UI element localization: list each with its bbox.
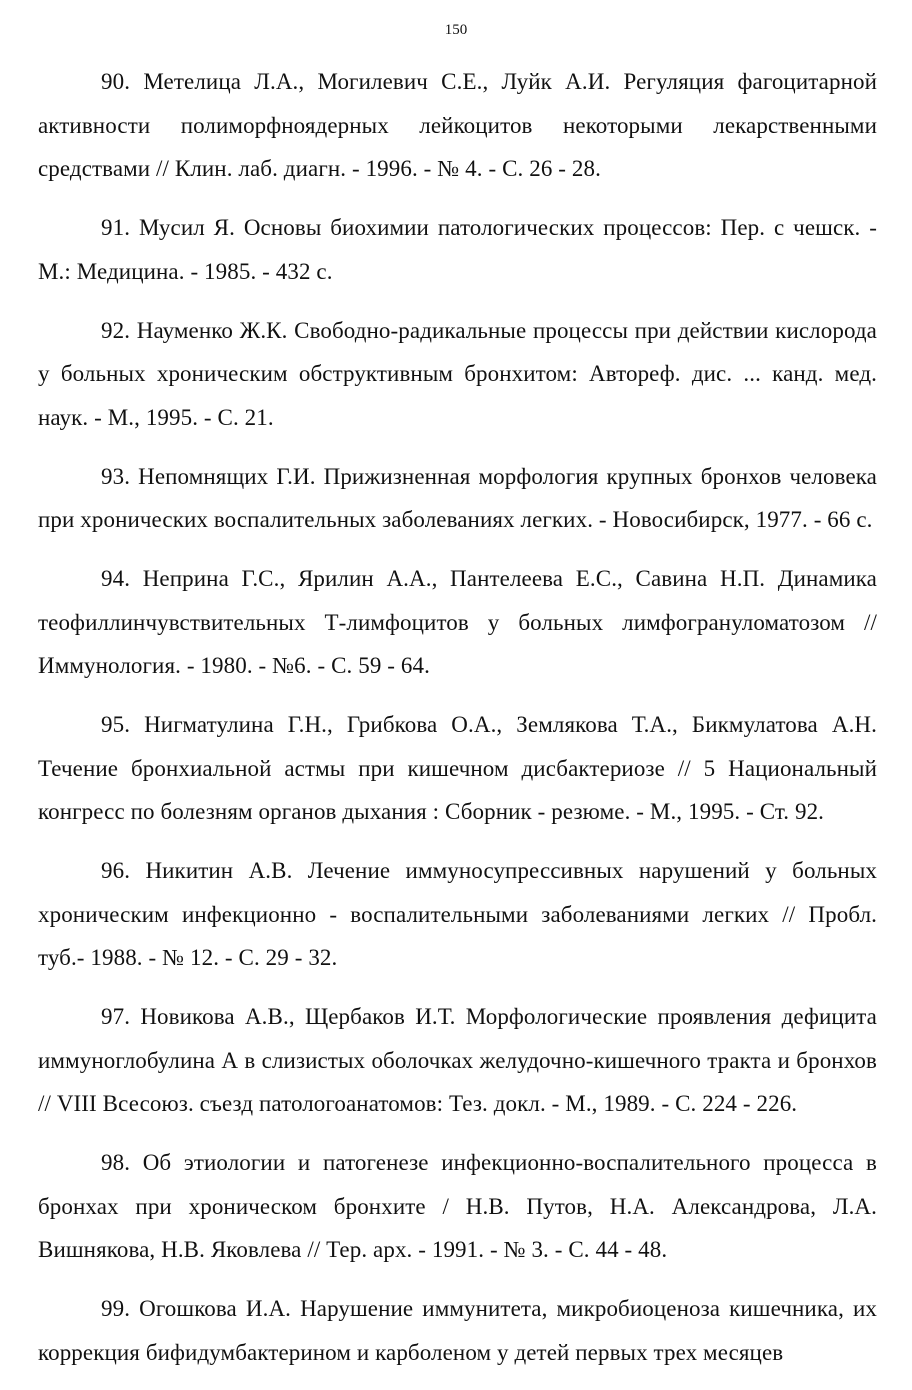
reference-number: 96. xyxy=(101,858,131,883)
reference-text: Новикова А.В., Щербаков И.Т. Морфологические проявления дефицита иммуноглобулина А в слизистых оболочках желудочно-кишечного тракта и бронхов // VIII Всесоюз. съезд патологоанатомов: Тез. докл. - М., 1989. - С. 224 - 226. xyxy=(38,1004,877,1116)
reference-text: Огошкова И.А. Нарушение иммунитета, микробиоценоза кишечника, их коррекция бифидумбактерином и карболеном у детей первых трех месяцев xyxy=(38,1296,877,1365)
reference-number: 98. xyxy=(101,1150,131,1175)
reference-text: Нигматулина Г.Н., Грибкова О.А., Землякова Т.А., Бикмулатова А.Н. Течение бронхиальной астмы при кишечном дисбактериозе // 5 Национальный конгресс по болезням органов дыхания : Сборник - резюме. - М., 1995. - Ст. 92. xyxy=(38,712,877,824)
reference-item xyxy=(38,1141,877,1272)
reference-text: Никитин А.В. Лечение иммуносупрессивных нарушений у больных хроническим инфекционно - воспалительными заболеваниями легких // Пробл. туб.- 1988. - № 12. - С. 29 - 32. xyxy=(38,858,877,970)
reference-number: 94. xyxy=(101,566,131,591)
reference-item xyxy=(38,206,877,293)
reference-number: 97. xyxy=(101,1004,131,1029)
reference-number: 92. xyxy=(101,317,131,343)
reference-item xyxy=(38,557,877,688)
reference-item xyxy=(38,60,877,191)
reference-item xyxy=(38,309,877,440)
reference-number: 99. xyxy=(101,1296,131,1321)
reference-item xyxy=(38,455,877,542)
reference-number: 91. xyxy=(101,215,131,240)
reference-text: Неприна Г.С., Ярилин А.А., Пантелеева Е.С., Савина Н.П. Динамика теофиллинчувствительных Т-лимфоцитов у больных лимфогрануломатозом // Иммунология. - 1980. - №6. - С. 59 - 64. xyxy=(38,566,877,678)
page-number: 150 xyxy=(444,22,468,38)
reference-item xyxy=(38,995,877,1126)
reference-number: 95. xyxy=(101,712,131,737)
reference-list xyxy=(38,60,877,1390)
reference-number: 90. xyxy=(101,69,131,94)
reference-text: Мусил Я. Основы биохимии патологических процессов: Пер. с чешск. - М.: Медицина. - 1985. - 432 с. xyxy=(38,215,877,284)
reference-item xyxy=(38,703,877,834)
reference-number: 93. xyxy=(101,463,131,489)
reference-text: Непомнящих Г.И. Прижизненная морфология крупных бронхов человека при хронических воспалительных заболеваниях легких. - Новосибирск, 1977. - 66 с. xyxy=(38,463,877,532)
reference-text: Метелица Л.А., Могилевич С.Е., Луйк А.И. Регуляция фагоцитарной активности полиморфноядерных лейкоцитов некоторыми лекарственными средствами // Клин. лаб. диагн. - 1996. - № 4. - С. 26 - 28. xyxy=(38,69,877,181)
reference-text: Об этиологии и патогенезе инфекционно-воспалительного процесса в бронхах при хроническом бронхите / Н.В. Путов, Н.А. Александрова, Л.А. Вишнякова, Н.В. Яковлева // Тер. арх. - 1991. - № 3. - С. 44 - 48. xyxy=(38,1150,877,1262)
reference-text: Науменко Ж.К. Свободно-радикальные процессы при действии кислорода у больных хроническим обструктивным бронхитом: Автореф. дис. ... канд. мед. наук. - М., 1995. - С. 21. xyxy=(38,317,877,430)
reference-item xyxy=(38,849,877,980)
